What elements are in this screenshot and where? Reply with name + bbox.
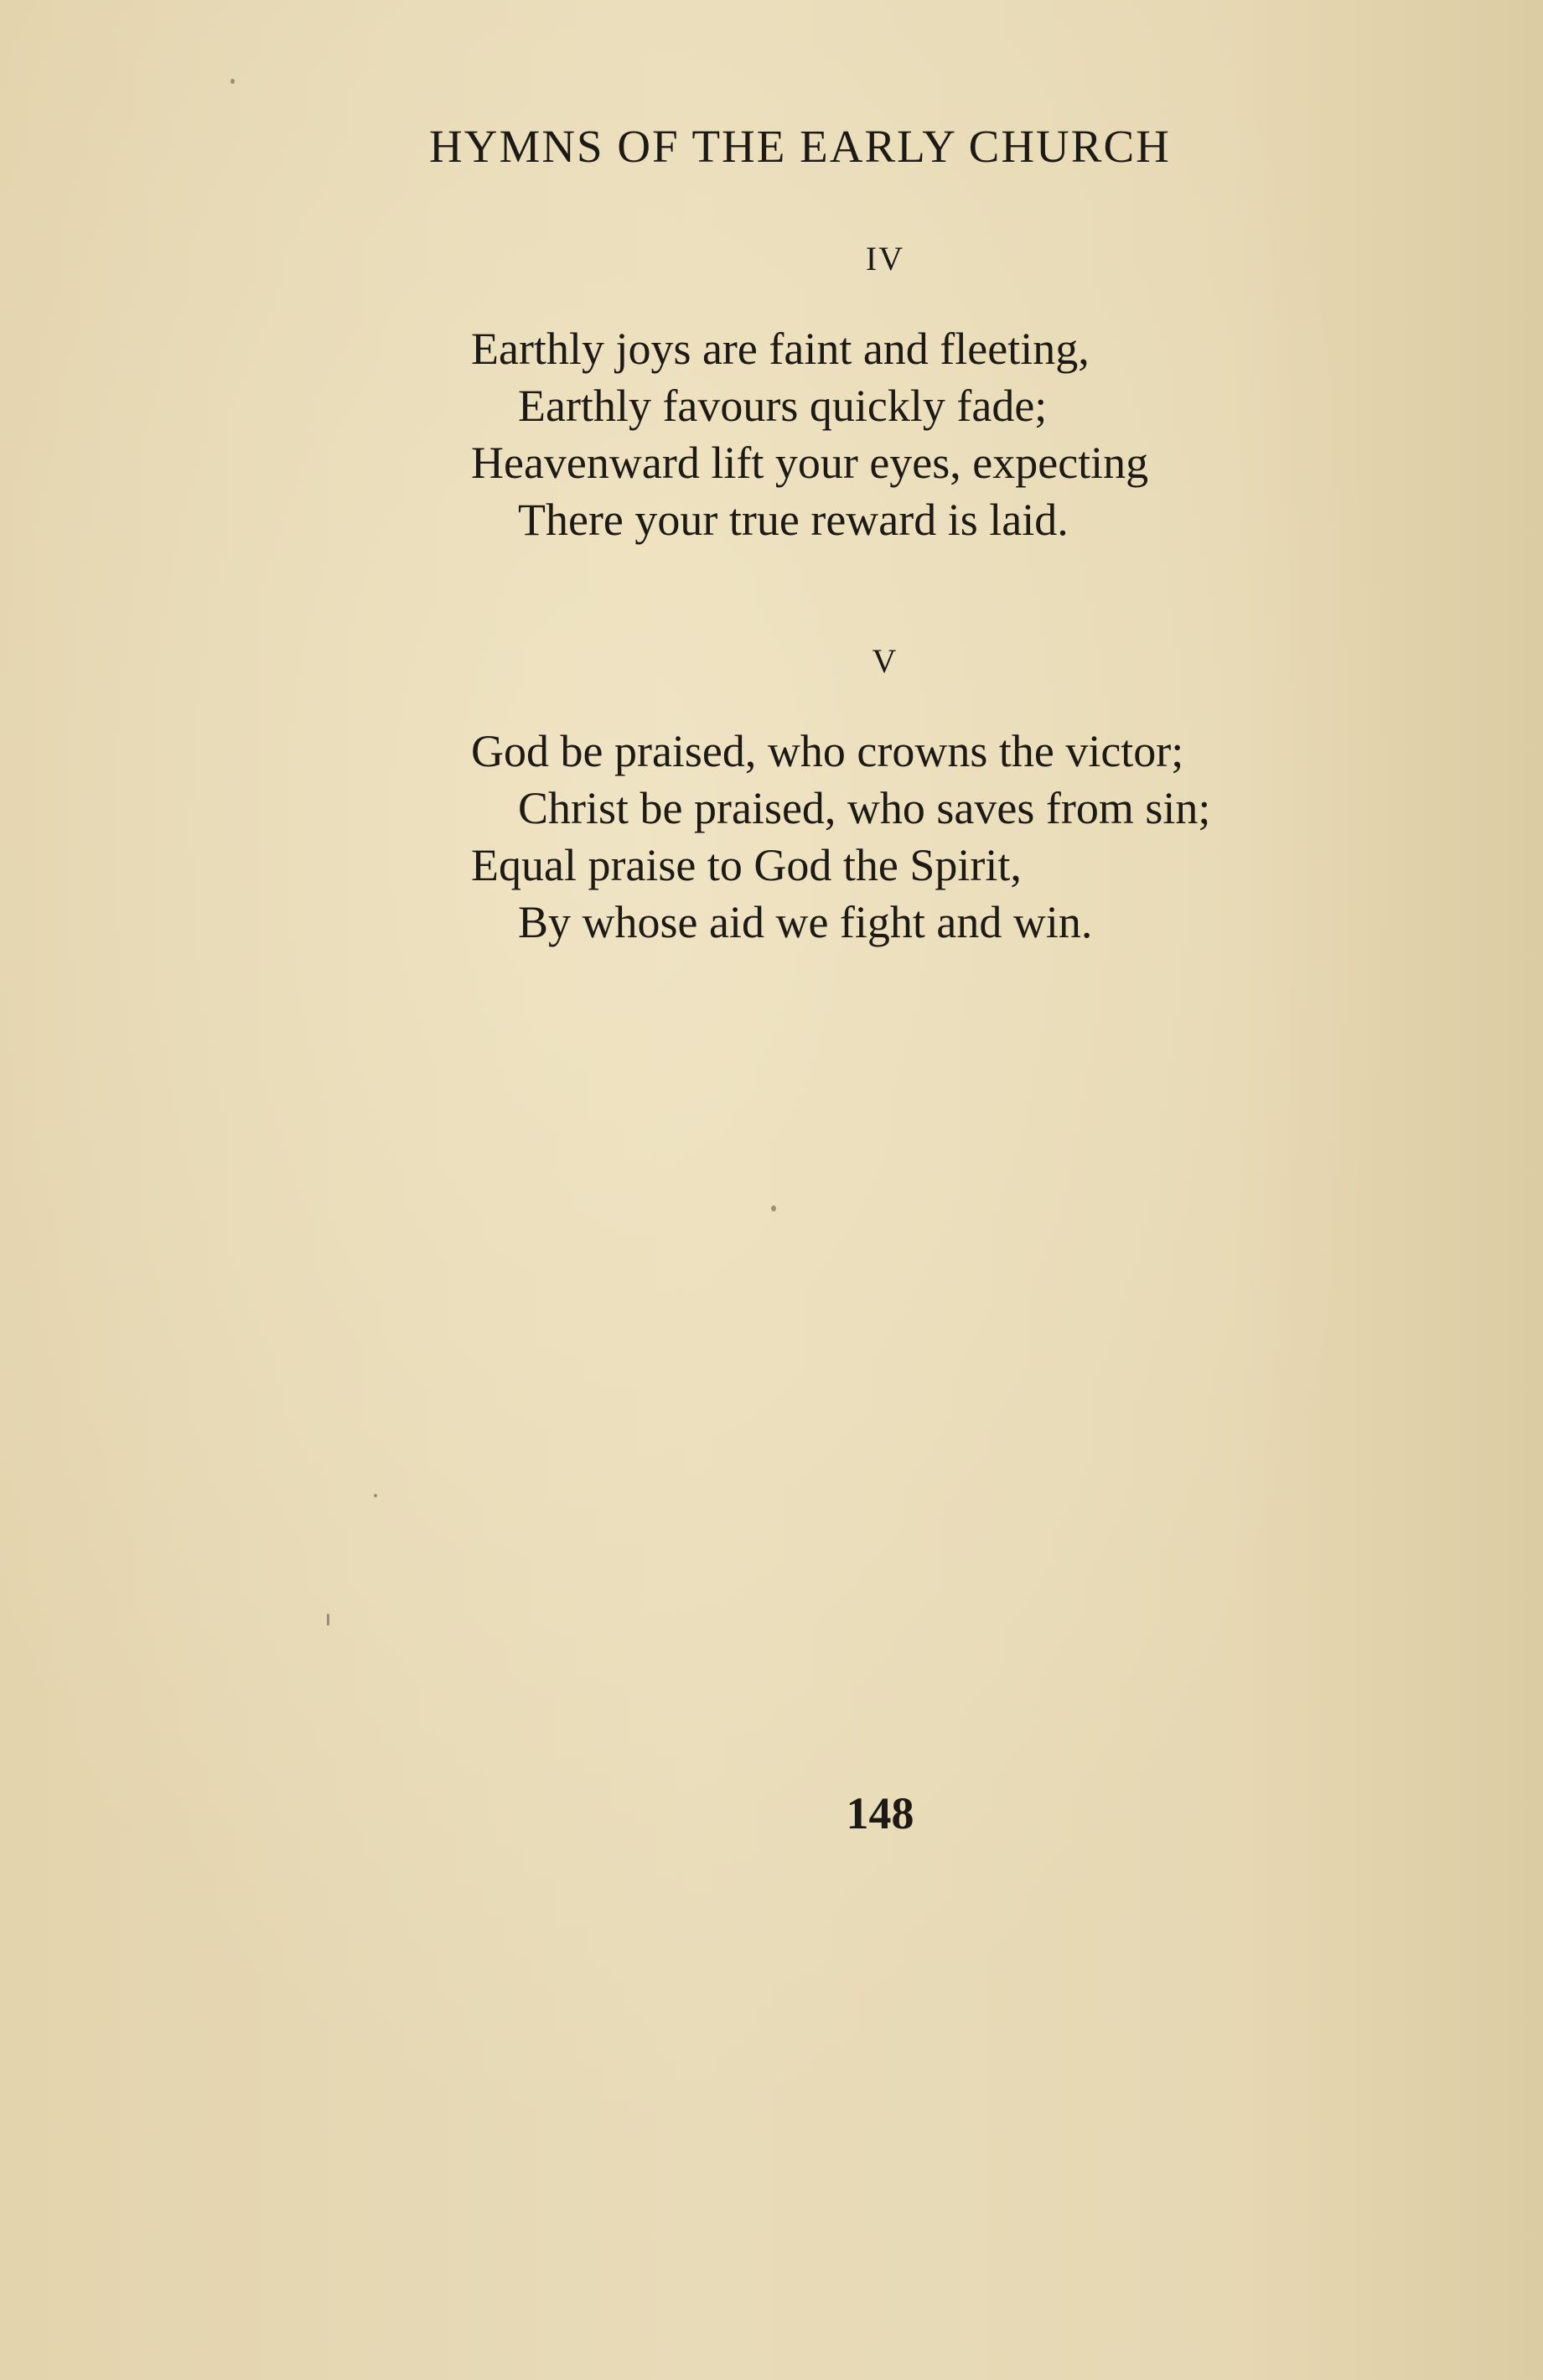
verse-line: There your true reward is laid. — [518, 495, 1069, 545]
verse-line: Earthly favours quickly fade; — [518, 381, 1048, 431]
stanza-iv — [471, 320, 1351, 548]
paper-speck — [374, 1494, 377, 1497]
verse-line: By whose aid we fight and win. — [518, 897, 1093, 947]
verse-line: God be praised, who crowns the victor; — [471, 726, 1184, 776]
page-number: 148 — [846, 1788, 914, 1838]
section-numeral-iv: IV — [865, 240, 905, 277]
verse-line: Christ be praised, who saves from sin; — [518, 783, 1211, 833]
stanza-v — [471, 723, 1351, 951]
verse-line: Heavenward lift your eyes, expecting — [471, 438, 1149, 488]
section-numeral-v: V — [872, 642, 898, 680]
paper-speck — [230, 79, 235, 84]
verse-line: Equal praise to God the Spirit, — [471, 840, 1022, 890]
paper-speck — [327, 1614, 329, 1626]
verse-line: Earthly joys are faint and fleeting, — [471, 324, 1090, 374]
running-head: HYMNS OF THE EARLY CHURCH — [429, 121, 1171, 172]
paper-speck — [771, 1206, 776, 1211]
